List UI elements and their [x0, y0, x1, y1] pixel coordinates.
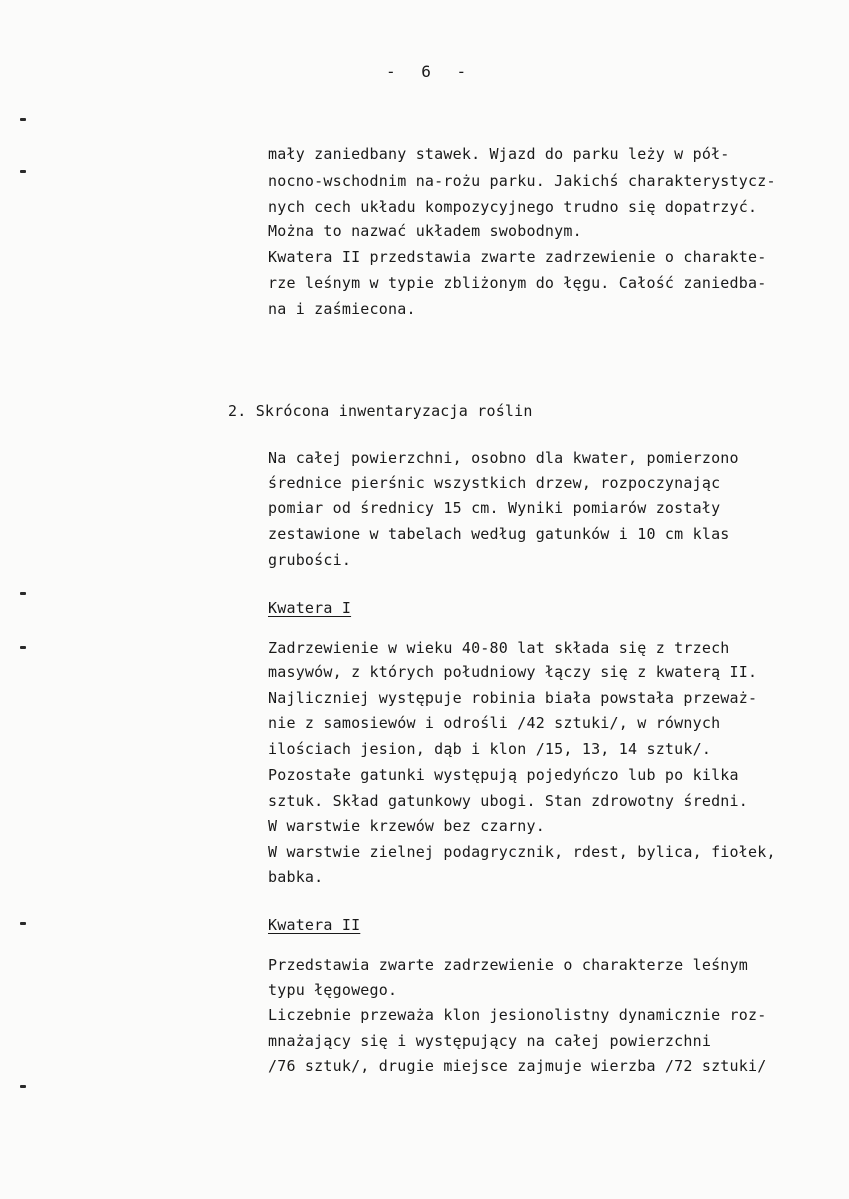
text-line: grubości.	[268, 551, 352, 569]
text-line: Liczebnie przeważa klon jesionolistny dynamicznie roz-	[268, 1006, 767, 1024]
text-line: mnażający się i występujący na całej powierzchni	[268, 1032, 712, 1050]
text-line: Na całej powierzchni, osobno dla kwater, pomierzono	[268, 449, 739, 467]
subsection-heading: Kwatera I	[268, 599, 352, 617]
text-line: Najliczniej występuje robinia biała powstała przeważ-	[268, 689, 758, 707]
margin-mark	[20, 118, 26, 121]
text-line: Pozostałe gatunki występują pojedyńczo lub po kilka	[268, 766, 739, 784]
text-line: Przedstawia zwarte zadrzewienie o charakterze leśnym	[268, 956, 748, 974]
text-line: ilościach jesion, dąb i klon /15, 13, 14 sztuk/.	[268, 740, 712, 758]
text-line: mały zaniedbany stawek. Wjazd do parku leży w pół-	[268, 145, 730, 163]
margin-mark	[20, 1085, 26, 1088]
margin-mark	[20, 170, 26, 173]
text-line: rze leśnym w typie zbliżonym do łęgu. Całość zaniedba-	[268, 274, 767, 292]
text-line: W warstwie zielnej podagrycznik, rdest, bylica, fiołek,	[268, 843, 776, 861]
text-line: sztuk. Skład gatunkowy ubogi. Stan zdrowotny średni.	[268, 792, 748, 810]
text-line: masywów, z których południowy łączy się z kwaterą II.	[268, 663, 758, 681]
text-line: nocno-wschodnim na-rożu parku. Jakichś charakterystycz-	[268, 172, 776, 190]
text-line: zestawione w tabelach według gatunków i 10 cm klas	[268, 525, 730, 543]
text-line: /76 sztuk/, drugie miejsce zajmuje wierzba /72 sztuki/	[268, 1057, 767, 1075]
text-line: nych cech układu kompozycyjnego trudno się dopatrzyć.	[268, 198, 758, 216]
subsection-heading: Kwatera II	[268, 916, 361, 934]
section-heading: 2. Skrócona inwentaryzacja roślin	[228, 402, 533, 420]
text-line: pomiar od średnicy 15 cm. Wyniki pomiarów zostały	[268, 499, 721, 517]
text-line: nie z samosiewów i odrośli /42 sztuki/, w równych	[268, 714, 721, 732]
text-line: Kwatera II przedstawia zwarte zadrzewienie o charakte-	[268, 248, 767, 266]
text-line: Można to nazwać układem swobodnym.	[268, 222, 582, 240]
text-line: średnice pierśnic wszystkich drzew, rozpoczynając	[268, 474, 721, 492]
text-line: W warstwie krzewów bez czarny.	[268, 817, 545, 835]
text-line: Zadrzewienie w wieku 40-80 lat składa się z trzech	[268, 639, 730, 657]
page-number: - 6 -	[386, 62, 475, 81]
text-line: na i zaśmiecona.	[268, 300, 416, 318]
margin-mark	[20, 646, 26, 649]
text-line: typu łęgowego.	[268, 981, 398, 999]
margin-mark	[20, 922, 26, 925]
text-line: babka.	[268, 868, 324, 886]
margin-mark	[20, 592, 26, 595]
